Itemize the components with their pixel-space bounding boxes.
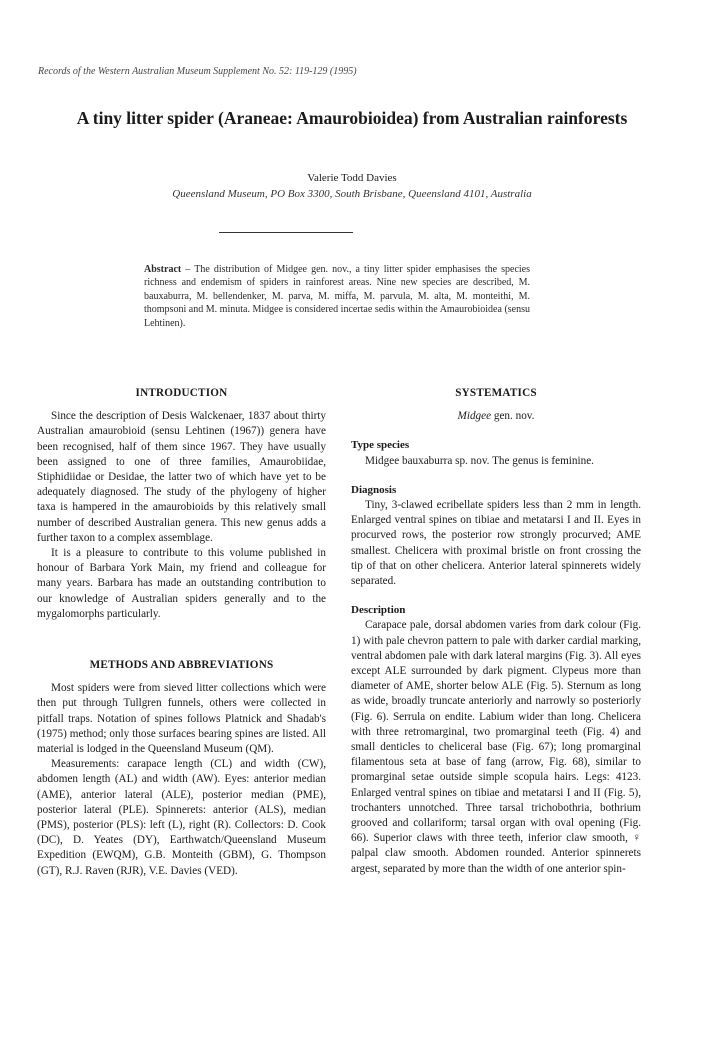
journal-header: Records of the Western Australian Museum Supplement No. 52: 119-129 (1995): [38, 66, 357, 77]
diagnosis-text: Tiny, 3-clawed ecribellate spiders less than 2 mm in length. Enlarged ventral spines on tibiae and metatarsi I and II. Eyes in procurved rows, the posterior row strongly procurved; AME smallest. Chelicera with proximal bristle on front crossing the tip of that on other chelicera. Anterior lateral spinnerets widely separated.: [351, 499, 641, 588]
genus-name: Midgee: [457, 410, 492, 423]
introduction-heading: INTRODUCTION: [135, 387, 228, 399]
description-text: Carapace pale, dorsal abdomen varies from dark colour (Fig. 1) with pale chevron pattern to pale with darker cardial marking, ventral abdomen pale with dark lateral margins (Fig. 3). All eyes except ALE surrounded by dark pigment. Clypeus more than diameter of AME, shorter below ALE (Fig. 5). Sternum as long as wide, broadly truncate anteriorly and narrowly so posteriorly (Fig. 6). Serrula on endite. Labium wider than long. Chelicera with three retromarginal, two promarginal teeth (Fig. 4) and small denticles to cheliceral base (Fig. 67); long promarginal filamentous seta at base of fang (arrow, Fig. 68), similar to promarginal setae outside simple scopula hairs. Legs: 4123. Enlarged ventral spines on tibiae and metatarsi I and II (Fig. 5), trochanters unnotched. Three tarsal trichobothria, bothrium grooved and collariform; tarsal organ with oval opening (Fig. 66). Superior claws with three teeth, inferior claw smooth, ♀ palpal claw smooth. Abdomen rounded. Anterior spinnerets argest, separated by more than the width of one anterior spin-: [351, 619, 641, 875]
systematics-heading: SYSTEMATICS: [455, 387, 537, 399]
genus-suffix: gen. nov.: [491, 410, 535, 423]
diagnosis-heading: Diagnosis: [351, 483, 397, 496]
description-heading: Description: [351, 604, 406, 617]
separator-rule: [219, 232, 353, 233]
left-column: [37, 386, 326, 879]
type-species-heading: Type species: [351, 439, 410, 452]
abstract-text: – The distribution of Midgee gen. nov., a tiny litter spider emphasises the species richness and endemism of spiders in rainforest areas. Nine new species are described, M. bauxaburra, M. bellendenker, M. parva, M. miffa, M. parvula, M. alta, M. monteithi, M. thompsoni and M. minuta. Midgee is considered incertae sedis within the Amaurobioidea (sensu Lehtinen).: [144, 264, 530, 329]
methods-paragraph: Most spiders were from sieved litter collections which were then put through Tullgren funnels, others were collected in pitfall traps. Notation of spines follows Platnick and Shadab's (1975) method; only those surfaces bearing spines are listed. All material is lodged in the Queensland Museum (QM).: [37, 682, 326, 756]
abstract-block: [144, 263, 530, 330]
author-affiliation: Queensland Museum, PO Box 3300, South Brisbane, Queensland 4101, Australia: [172, 188, 532, 200]
introduction-paragraph: It is a pleasure to contribute to this volume published in honour of Barbara York Main, my friend and colleague for many years. Barbara has made an outstanding contribution to our knowledge of Australian spiders generally and to the mygalomorphs particularly.: [37, 547, 326, 620]
introduction-paragraph: Since the description of Desis Walckenaer, 1837 about thirty Australian amaurobioid (sensu Lehtinen (1967)) genera have been recognised, half of them since 1967. They have usually been assigned to one of three families, Amaurobiidae, Stiphidiidae or Desidae, the latter two of which have yet to be adequately diagnosed. The study of the phylogeny of higher taxa is hampered in the amaurobioids by this relatively small number of described Australian genera. This new genus adds a further taxon to a complex assemblage.: [37, 410, 326, 544]
methods-paragraph: Measurements: carapace length (CL) and width (CW), abdomen length (AL) and width (AW). Eyes: anterior median (AME), anterior lateral (ALE), posterior median (PME), posterior lateral (PLE). Spinnerets: anterior (ALS), median (PMS), posterior (PLS): left (L), right (R). Collectors: D. Cook (DC), D. Yeates (DY), Earthwatch/Queensland Museum Expedition (EWQM), G.B. Monteith (GBM), G. Thompson (GT), R.J. Raven (RJR), V.E. Davies (VED).: [37, 758, 326, 877]
methods-heading: METHODS AND ABBREVIATIONS: [89, 659, 274, 672]
genus-title: [351, 409, 641, 424]
paper-title: A tiny litter spider (Araneae: Amaurobioidea) from Australian rainforests: [76, 108, 628, 128]
type-species-text: Midgee bauxaburra sp. nov. The genus is feminine.: [365, 454, 594, 467]
abstract-label: Abstract: [144, 264, 182, 275]
right-column: [351, 386, 641, 877]
author-name: Valerie Todd Davies: [307, 172, 397, 184]
